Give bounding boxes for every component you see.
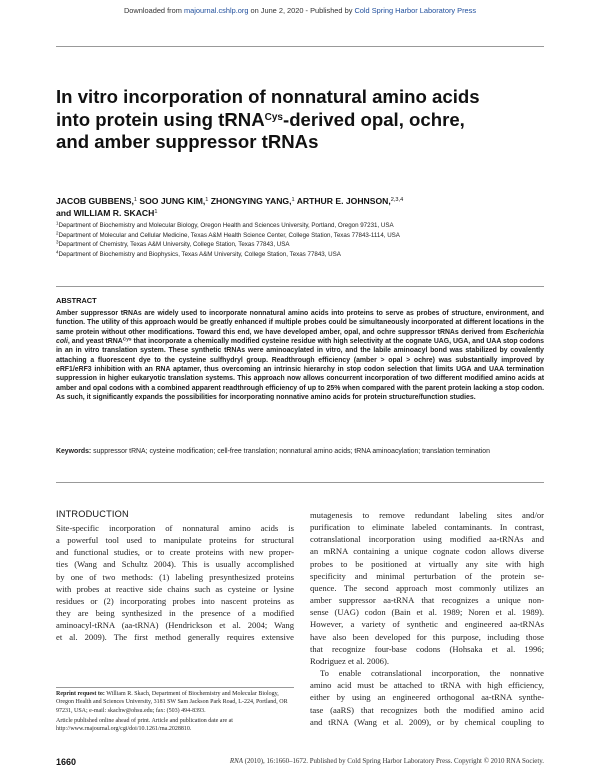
keywords (56, 447, 544, 456)
page-number: 1660 (56, 757, 77, 767)
title-line-2 (56, 109, 536, 132)
author: and WILLIAM R. SKACH$^1$ (56, 207, 158, 218)
title-superscript: Cys (264, 111, 283, 123)
body-column-left (56, 522, 294, 644)
author: JACOB GUBBENS,$^1$ (56, 196, 137, 206)
keywords-text: suppressor tRNA; cysteine modification; cell-free translation; nonnatural amino acids; tRNA aminoacylation; translation termination (91, 448, 490, 455)
affiliation: $^3$Department of Chemistry, Texas A&M University, College Station, Texas 77843, USA (56, 239, 290, 249)
abstract-divider (56, 286, 544, 287)
download-banner (0, 6, 600, 15)
author: ZHONGYING YANG,$^1$ (210, 196, 295, 206)
citation-text: (2010), 16:1660–1672. Published by Cold Spring Harbor Laboratory Press. Copyright © 2010 RNA Society. (242, 758, 544, 765)
text-line: and tRNA (Wang et al. 2009), or by chemical coupling to (310, 716, 544, 727)
text-line: probes to be positioned at virtually any site with high (310, 558, 544, 569)
body-divider (56, 482, 544, 483)
species-name: Escherichia coli (56, 328, 544, 346)
text-line: cotranslational incorporation using modified aa-tRNAs and (310, 534, 544, 545)
text-line: ties (Wang and Schultz 2004). This is usually accomplished (56, 559, 294, 570)
text-line: tase (aaRS) that recognizes both the modified amino acid (310, 704, 544, 715)
keywords-label: Keywords: (56, 448, 92, 455)
title-line-2-post: -derived opal, ochre, (283, 108, 465, 130)
text-line: either by using an engineered orthogonal aa-tRNA synthe- (310, 692, 544, 703)
reprint-footnote (56, 690, 294, 733)
author-list (56, 196, 536, 220)
text-line: an mRNA containing a unique cognate codon allows diverse (310, 546, 544, 557)
text-line: they are being synthesized in the presence of a modified (56, 608, 294, 619)
text-line: Site-specific incorporation of nonnatural amino acids is (56, 523, 294, 533)
text-line: and functional studies, or to create proteins with new proper- (56, 547, 294, 558)
author: SOO JUNG KIM,$^1$ (139, 196, 209, 206)
top-divider (56, 46, 544, 47)
title-line-3: and amber suppressor tRNAs (56, 131, 319, 152)
banner-middle: on June 2, 2020 - Published by (248, 6, 355, 15)
text-line: aminoacyl-tRNA (aa-tRNA) (Hendrickson et al. 2004; Wang (56, 620, 294, 631)
text-line: have also been developed for this purpose, including those (310, 631, 544, 642)
body-column-right (310, 509, 544, 728)
journal-citation (170, 758, 544, 765)
author: ARTHUR E. JOHNSON,$^{2,3,4}$ (296, 196, 404, 206)
article-publication-note: Article published online ahead of print. Article and publication date are at http://www.rnajournal.org/cgi/doi/10.1261/rna.2028810. (56, 717, 233, 733)
text-line: residues or (2) incorporating probes into nascent proteins as (56, 595, 294, 606)
publisher-link[interactable]: Cold Spring Harbor Laboratory Press (354, 6, 477, 15)
article-title (56, 86, 536, 154)
text-line: that recognize four-base codons (Hohsaka et al. 1996; (310, 643, 544, 654)
title-line-1: In vitro incorporation of nonnatural amino acids (56, 86, 480, 107)
banner-prefix: Downloaded from (123, 6, 184, 15)
text-line: et al. 2009). The first method generally requires extensive (56, 632, 294, 643)
text-line: Rodriguez et al. 2006). (310, 655, 389, 666)
text-line: mutagenesis to remove redundant labeling sites and/or (310, 510, 544, 520)
text-line: purification to eliminate labeled contaminants. In contrast, (310, 522, 544, 533)
affiliations (56, 221, 546, 259)
text-line: However, a variety of synthetic and engineered aa-tRNAs (310, 619, 544, 630)
text-line: amino acid must be attached to tRNA with high efficiency, (310, 680, 544, 691)
text-line: with probes at reactive side chains such as cysteine or lysine (56, 583, 294, 594)
text-line: a powerful tool used to manipulate proteins for structural (56, 535, 294, 546)
text-line: specificity and minimal perturbation of the protein se- (310, 570, 544, 581)
text-line: by one of two methods: (1) labeling presynthesized proteins (56, 571, 294, 582)
footnote-divider (56, 687, 294, 688)
abstract-heading: ABSTRACT (56, 296, 97, 305)
text-line: amber suppressor aa-tRNA that recognizes a unique non- (310, 595, 544, 606)
site-link[interactable]: majournal.cshlp.org (183, 6, 249, 15)
abstract-body: Amber suppressor tRNAs are widely used to incorporate nonnatural amino acids into proteins to serve as probes of structure, environment, and function. The utility of this approach would be greatly enhanced if multiple probes could be simultaneously incorporated at different locations in the same protein without other modifications. Toward this end, we have developed amber, opal, and ochre suppressor tRNAs derived from Escherichia coli, and yeast tRNA$^{Cys}$ that incorporate a chemically modified cysteine residue with high selectivity at the cognate UAG, UGA, and UAA stop codons in an in vitro translation system. These synthetic tRNAs were aminoacylated in vitro, and the labile aminoacyl bond was stabilized by covalently attaching a fluorescent dye to the cysteine sulfhydryl group. Readthrough efficiency (amber > opal > ochre) was substantially improved by eRF1/eRF3 inhibition with an RNA aptamer, thus overcoming an intrinsic hierarchy in stop codon selection that limits UGA and UAA termination suppression in higher eukaryotic translation systems. This approach now allows concurrent incorporation of two different modified amino acids at amber and opal codons with a combined apparent readthrough efficiency of up to 25% when compared with the parent protein lacking a stop codon. As such, it significantly expands the possibilities for incorporating nonnative amino acids for protein structure/function studies. (56, 310, 544, 402)
introduction-heading: INTRODUCTION (56, 509, 129, 519)
text-line: sense (UAG) codon (Bain et al. 1989; Noren et al. 1989). (310, 607, 544, 618)
title-line-2-pre: into protein using tRNA (56, 108, 265, 130)
affiliation: $^2$Department of Molecular and Cellular Medicine, Texas A&M Health Science Center, College Station, Texas 77843-1114, USA (56, 230, 400, 239)
text-line: quence. The second approach most commonly utilizes an (310, 582, 544, 593)
journal-name: RNA (229, 758, 243, 765)
affiliation: $^1$Department of Biochemistry and Molecular Biology, Oregon Health and Sciences University, Portland, Oregon 97231, USA (56, 220, 394, 229)
affiliation: $^4$Department of Biochemistry and Biophysics, Texas A&M University, College Station, Texas 77843, USA (56, 249, 341, 258)
text-line: To enable cotranslational incorporation, the nonnative (320, 668, 544, 679)
reprint-request: Reprint request to: William R. Skach, Department of Biochemistry and Molecular Biology, Oregon Health and Sciences University, 3181 SW Sam Jackson Park Road, L-224, Portland, OR 97231, USA; e-mail: skachw@ohsu.edu; fax: (503) 494-8393. (56, 691, 288, 714)
